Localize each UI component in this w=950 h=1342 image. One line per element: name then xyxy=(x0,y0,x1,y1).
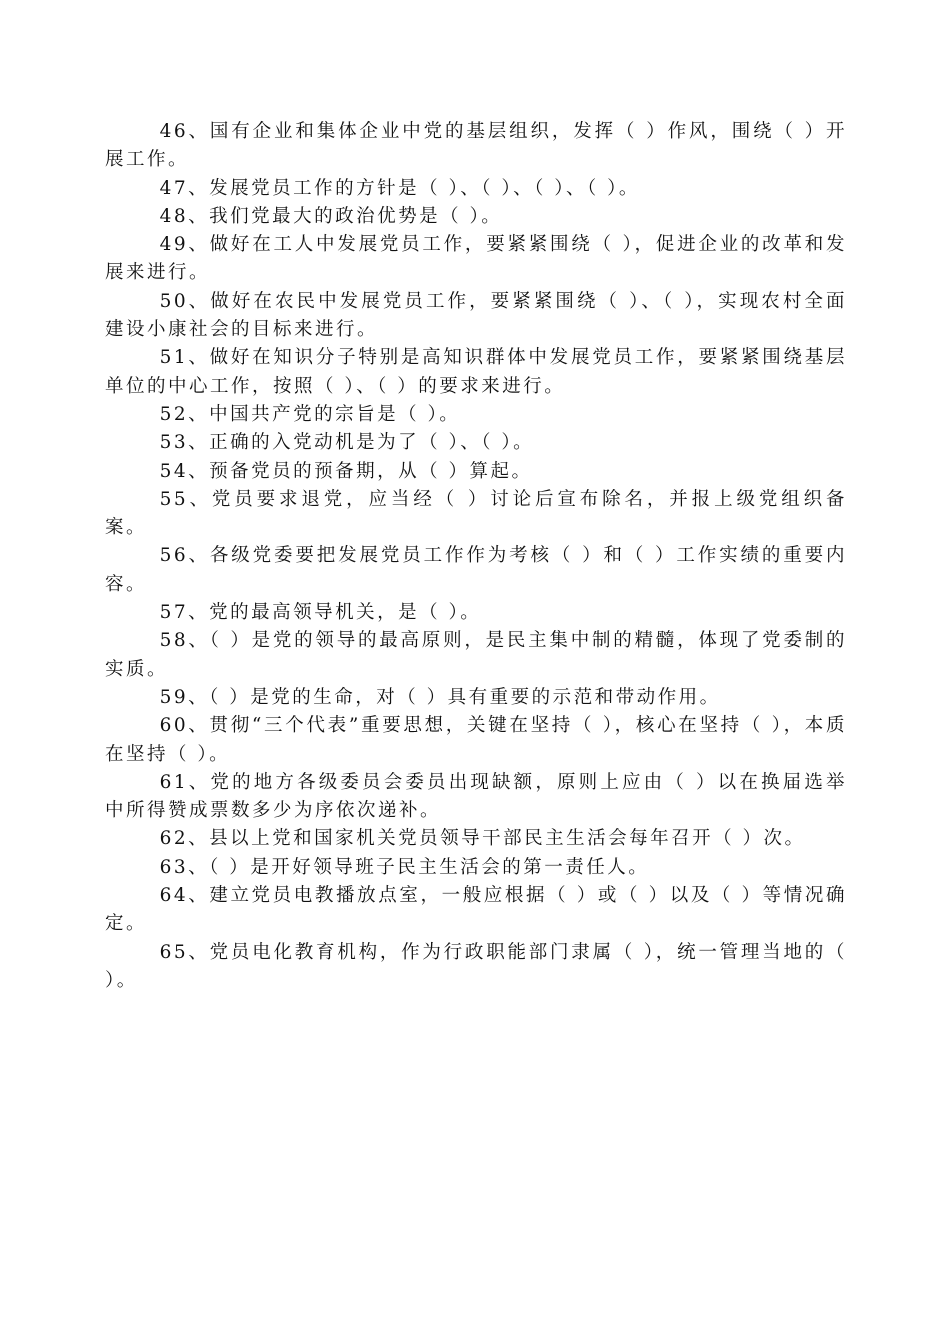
question-61: 61、党的地方各级委员会委员出现缺额，原则上应由（ ）以在换届选举中所得赞成票数多少为序依次递补。 xyxy=(105,771,847,822)
question-64: 64、建立党员电教播放点室，一般应根据（ ）或（ ）以及（ ）等情况确定。 xyxy=(105,885,847,935)
question-52: 52、中国共产党的宗旨是（ ）。 xyxy=(159,403,461,425)
question-60: 60、贯彻“三个代表”重要思想，关键在坚持（ ），核心在坚持（ ），本质在坚持（ ）。 xyxy=(105,715,847,765)
question-list xyxy=(105,118,847,995)
question-49: 49、做好在工人中发展党员工作，要紧紧围绕（ ），促进企业的改革和发展来进行。 xyxy=(105,234,847,284)
question-47: 47、发展党员工作的方针是（ ）、（ ）、（ ）、（ ）。 xyxy=(159,177,640,199)
question-48: 48、我们党最大的政治优势是（ ）。 xyxy=(159,205,503,227)
question-54: 54、预备党员的预备期，从（ ）算起。 xyxy=(159,460,533,482)
question-53: 53、正确的入党动机是为了（ ）、（ ）。 xyxy=(159,432,535,454)
question-57: 57、党的最高领导机关，是（ ）。 xyxy=(159,602,482,624)
question-51: 51、做好在知识分子特别是高知识群体中发展党员工作，要紧紧围绕基层单位的中心工作，按照（ ）、（ ）的要求来进行。 xyxy=(105,347,847,397)
question-50: 50、做好在农民中发展党员工作，要紧紧围绕（ ）、（ ），实现农村全面建设小康社会的目标来进行。 xyxy=(105,290,847,341)
question-59: 59、（ ）是党的生命，对（ ）具有重要的示范和带动作用。 xyxy=(159,686,721,708)
question-65: 65、党员电化教育机构，作为行政职能部门隶属（ ），统一管理当地的（ ）。 xyxy=(105,941,847,991)
question-63: 63、（ ）是开好领导班子民主生活会的第一责任人。 xyxy=(159,856,650,878)
question-56: 56、各级党委要把发展党员工作作为考核（ ）和（ ）工作实绩的重要内容。 xyxy=(105,545,847,595)
question-46: 46、国有企业和集体企业中党的基层组织，发挥（ ）作风，围绕（ ）开展工作。 xyxy=(105,121,847,171)
question-62: 62、县以上党和国家机关党员领导干部民主生活会每年召开（ ）次。 xyxy=(159,828,806,850)
question-55: 55、党员要求退党，应当经（ ）讨论后宣布除名，并报上级党组织备案。 xyxy=(105,488,847,539)
question-58: 58、（ ）是党的领导的最高原则，是民主集中制的精髓，体现了党委制的实质。 xyxy=(105,630,847,680)
